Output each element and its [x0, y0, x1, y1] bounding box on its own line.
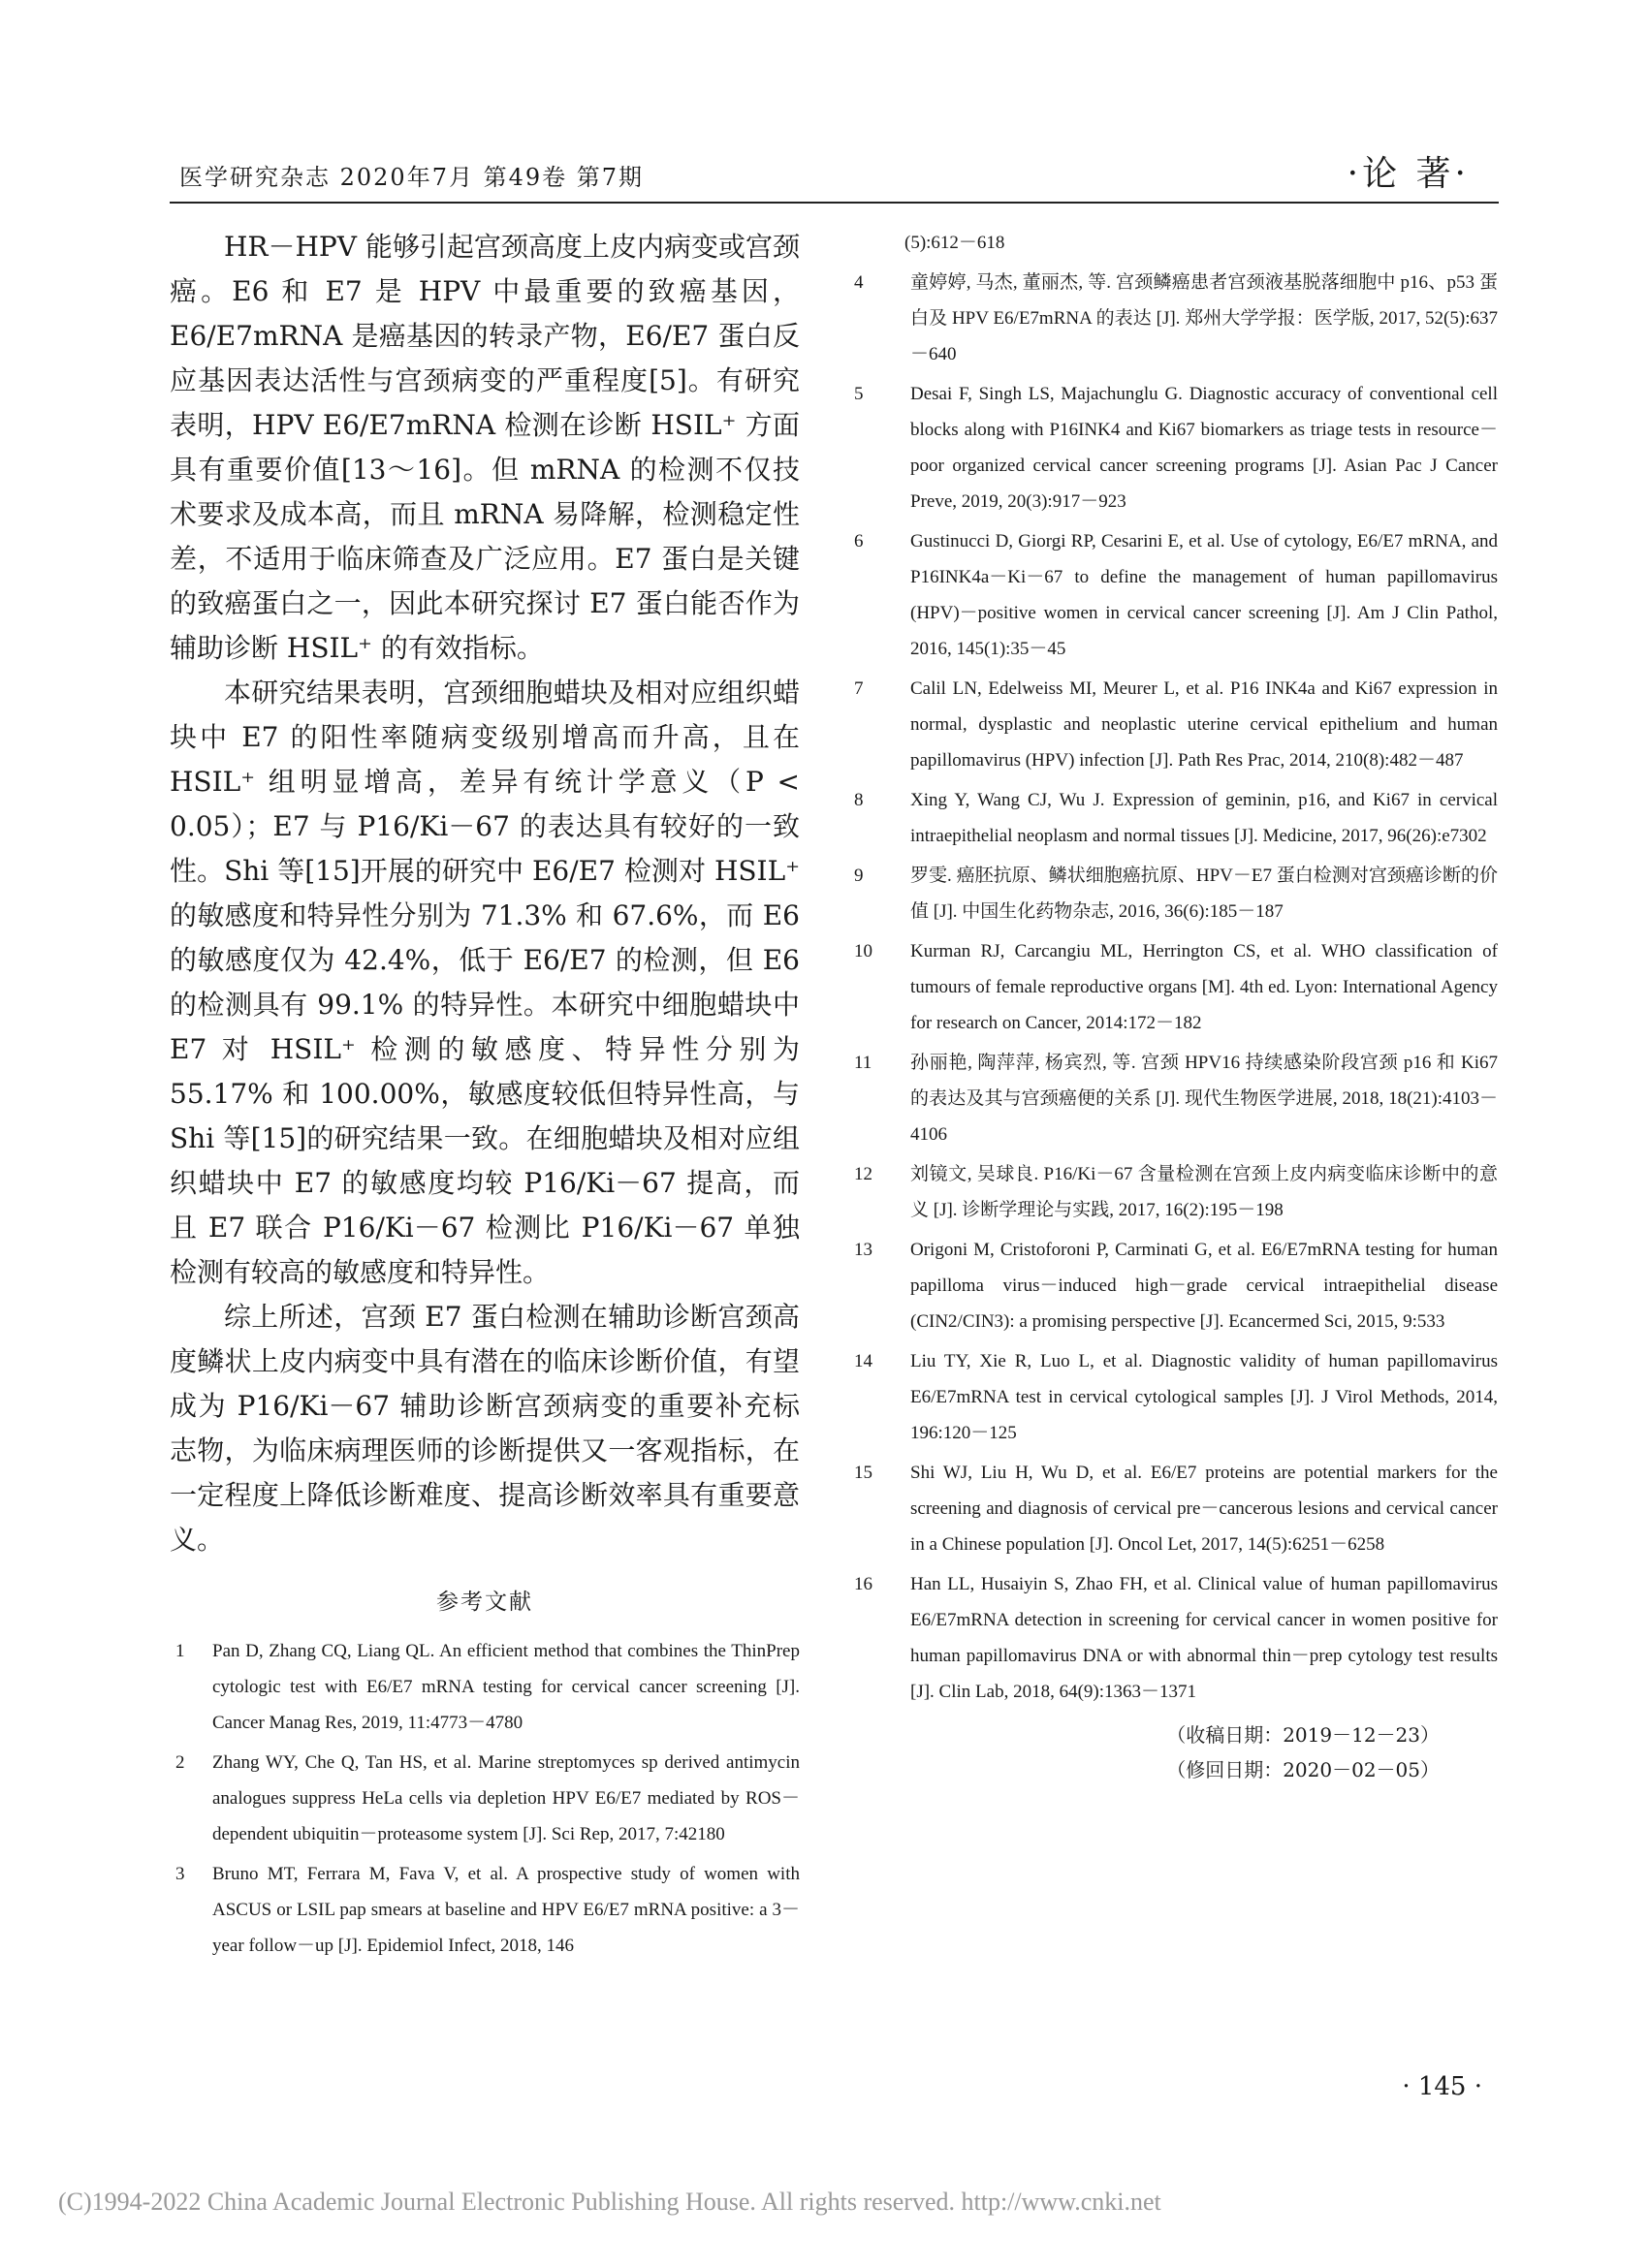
- reference-number: 3: [175, 1864, 185, 1884]
- reference-number: 2: [175, 1752, 185, 1773]
- right-column: [848, 225, 1498, 1787]
- reference-text: Liu TY, Xie R, Luo L, et al. Diagnostic validity of human papillomavirus E6/E7mRNA test in cervical cytological samples [J]. J Virol Methods, 2014, 196:120－125: [910, 1351, 1498, 1443]
- body-paragraph: 本研究结果表明，宫颈细胞蜡块及相对应组织蜡块中 E7 的阳性率随病变级别增高而升高，且在 HSIL⁺ 组明显增高，差异有统计学意义（P < 0.05）；E7 与 P16/Ki－67 的表达具有较好的一致性。Shi 等[15]开展的研究中 E6/E7 检测对 HSIL⁺ 的敏感度和特异性分别为 71.3% 和 67.6%，而 E6 的敏感度仅为 42.4%，低于 E6/E7 的检测，但 E6 的检测具有 99.1% 的特异性。本研究中细胞蜡块中 E7 对 HSIL⁺ 检测的敏感度、特异性分别为 55.17% 和 100.00%，敏感度较低但特异性高，与 Shi 等[15]的研究结果一致。在细胞蜡块及相对应组织蜡块中 E7 的敏感度均较 P16/Ki－67 提高，而且 E7 联合 P16/Ki－67 检测比 P16/Ki－67 单独检测有较高的敏感度和特异性。: [170, 677, 800, 1288]
- reference-number: 12: [854, 1164, 872, 1184]
- reference-number: 1: [175, 1641, 185, 1661]
- reference-item: [848, 858, 1498, 929]
- references-title: 参考文献: [436, 1590, 533, 1615]
- reference-text: Shi WJ, Liu H, Wu D, et al. E6/E7 proteins are potential markers for the screening and diagnosis of cervical pre－cancerous lesions and cervical cancer in a Chinese population [J]. Oncol Let, 2017, 14(5):6251－6258: [910, 1463, 1498, 1555]
- reference-text: Calil LN, Edelweiss MI, Meurer L, et al. P16 INK4a and Ki67 expression in normal, dysplastic and neoplastic uterine cervical epithelium and human papillomavirus (HPV) infection [J]. Path Res Prac, 2014, 210(8):482－487: [910, 678, 1498, 771]
- reference-text: 刘镜文, 吴球良. P16/Ki－67 含量检测在宫颈上皮内病变临床诊断中的意义 [J]. 诊断学理论与实践, 2017, 16(2):195－198: [910, 1164, 1498, 1220]
- revised-date: （修回日期：2020－02－05）: [1166, 1758, 1440, 1781]
- reference-item: [170, 1745, 800, 1852]
- reference-continuation: (5):612－618: [904, 233, 1005, 253]
- reference-text: Zhang WY, Che Q, Tan HS, et al. Marine streptomyces sp derived antimycin analogues suppress HeLa cells via depletion HPV E6/E7 mediated by ROS－dependent ubiquitin－proteasome system [J]. Sci Rep, 2017, 7:42180: [212, 1752, 800, 1844]
- reference-text: 罗雯. 癌胚抗原、鳞状细胞癌抗原、HPV－E7 蛋白检测对宫颈癌诊断的价值 [J]. 中国生化药物杂志, 2016, 36(6):185－187: [910, 866, 1498, 922]
- body-paragraph: 综上所述，宫颈 E7 蛋白检测在辅助诊断宫颈高度鳞状上皮内病变中具有潜在的临床诊断价值，有望成为 P16/Ki－67 辅助诊断宫颈病变的重要补充标志物，为临床病理医师的诊断提供又一客观指标，在一定程度上降低诊断难度、提高诊断效率具有重要意义。: [170, 1301, 800, 1556]
- reference-number: 15: [854, 1463, 872, 1483]
- reference-number: 13: [854, 1240, 872, 1260]
- copyright-notice: (C)1994-2022 China Academic Journal Electronic Publishing House. All rights reserved. http://www.cnki.net: [58, 2188, 1161, 2216]
- reference-item: [170, 1633, 800, 1741]
- reference-item: [848, 376, 1498, 520]
- reference-text: 孙丽艳, 陶萍萍, 杨宾烈, 等. 宫颈 HPV16 持续感染阶段宫颈 p16 和 Ki67 的表达及其与宫颈癌便的关系 [J]. 现代生物医学进展, 2018, 18(21):4103－4106: [910, 1053, 1498, 1145]
- reference-item: [848, 671, 1498, 778]
- reference-number: 6: [854, 531, 864, 551]
- section-label: ·论 著·: [1347, 154, 1470, 194]
- received-date: （收稿日期：2019－12－23）: [1166, 1723, 1440, 1747]
- reference-text: Kurman RJ, Carcangiu ML, Herrington CS, et al. WHO classification of tumours of female reproductive organs [M]. 4th ed. Lyon: International Agency for research on Cancer, 2014:172－182: [910, 941, 1498, 1033]
- reference-item: [848, 1566, 1498, 1710]
- reference-number: 14: [854, 1351, 872, 1371]
- reference-number: 4: [854, 272, 864, 293]
- reference-item: [170, 1856, 800, 1964]
- left-column: [170, 225, 800, 1968]
- reference-item: [848, 1232, 1498, 1339]
- reference-item: [848, 782, 1498, 854]
- reference-text: Han LL, Husaiyin S, Zhao FH, et al. Clinical value of human papillomavirus E6/E7mRNA detection in screening for cervical cancer in women positive for human papillomavirus DNA or with abnormal thin－prep cytology test results [J]. Clin Lab, 2018, 64(9):1363－1371: [910, 1574, 1498, 1702]
- reference-item: [848, 1156, 1498, 1228]
- reference-item: [848, 523, 1498, 667]
- reference-number: 11: [854, 1053, 872, 1073]
- reference-number: 5: [854, 384, 864, 404]
- reference-number: 10: [854, 941, 872, 961]
- reference-text: 童婷婷, 马杰, 董丽杰, 等. 宫颈鳞癌患者宫颈液基脱落细胞中 p16、p53 蛋白及 HPV E6/E7mRNA 的表达 [J]. 郑州大学学报：医学版, 2017, 52(5):637－640: [910, 272, 1498, 364]
- body-paragraph: HR－HPV 能够引起宫颈高度上皮内病变或宫颈癌。E6 和 E7 是 HPV 中最重要的致癌基因，E6/E7mRNA 是癌基因的转录产物，E6/E7 蛋白反应基因表达活性与宫颈病变的严重程度[5]。有研究表明，HPV E6/E7mRNA 检测在诊断 HSIL⁺ 方面具有重要价值[13～16]。但 mRNA 的检测不仅技术要求及成本高，而且 mRNA 易降解，检测稳定性差，不适用于临床筛查及广泛应用。E7 蛋白是关键的致癌蛋白之一，因此本研究探讨 E7 蛋白能否作为辅助诊断 HSIL⁺ 的有效指标。: [170, 231, 800, 664]
- page-number: · 145 ·: [1402, 2072, 1482, 2101]
- reference-item: [848, 1455, 1498, 1562]
- reference-item: [848, 1045, 1498, 1152]
- reference-number: 9: [854, 866, 864, 886]
- reference-number: 7: [854, 678, 864, 699]
- reference-text: Bruno MT, Ferrara M, Fava V, et al. A prospective study of women with ASCUS or LSIL pap smears at baseline and HPV E6/E7 mRNA positive: a 3－year follow－up [J]. Epidemiol Infect, 2018, 146: [212, 1864, 800, 1956]
- reference-item: [848, 1343, 1498, 1451]
- reference-text: Pan D, Zhang CQ, Liang QL. An efficient method that combines the ThinPrep cytologic test with E6/E7 mRNA testing for cervical cancer screening [J]. Cancer Manag Res, 2019, 11:4773－4780: [212, 1641, 800, 1733]
- page-header: [170, 143, 1499, 204]
- reference-text: Gustinucci D, Giorgi RP, Cesarini E, et al. Use of cytology, E6/E7 mRNA, and P16INK4a－Ki－67 to define the management of human papillomavirus (HPV)－positive women in cervical cancer screening [J]. Am J Clin Pathol, 2016, 145(1):35－45: [910, 531, 1498, 659]
- reference-item: [848, 933, 1498, 1041]
- reference-text: Desai F, Singh LS, Majachunglu G. Diagnostic accuracy of conventional cell blocks along with P16INK4 and Ki67 biomarkers as triage tests in resource－poor organized cervical cancer screening programs [J]. Asian Pac J Cancer Preve, 2019, 20(3):917－923: [910, 384, 1498, 512]
- reference-item: [848, 265, 1498, 372]
- reference-number: 16: [854, 1574, 872, 1594]
- reference-number: 8: [854, 790, 864, 810]
- reference-text: Xing Y, Wang CJ, Wu J. Expression of geminin, p16, and Ki67 in cervical intraepithelial neoplasm and normal tissues [J]. Medicine, 2017, 96(26):e7302: [910, 790, 1498, 846]
- journal-info: 医学研究杂志 2020年7月 第49卷 第7期: [179, 164, 645, 191]
- reference-text: Origoni M, Cristoforoni P, Carminati G, et al. E6/E7mRNA testing for human papilloma virus－induced high－grade cervical intraepithelial disease (CIN2/CIN3): a promising perspective [J]. Ecancermed Sci, 2015, 9:533: [910, 1240, 1498, 1332]
